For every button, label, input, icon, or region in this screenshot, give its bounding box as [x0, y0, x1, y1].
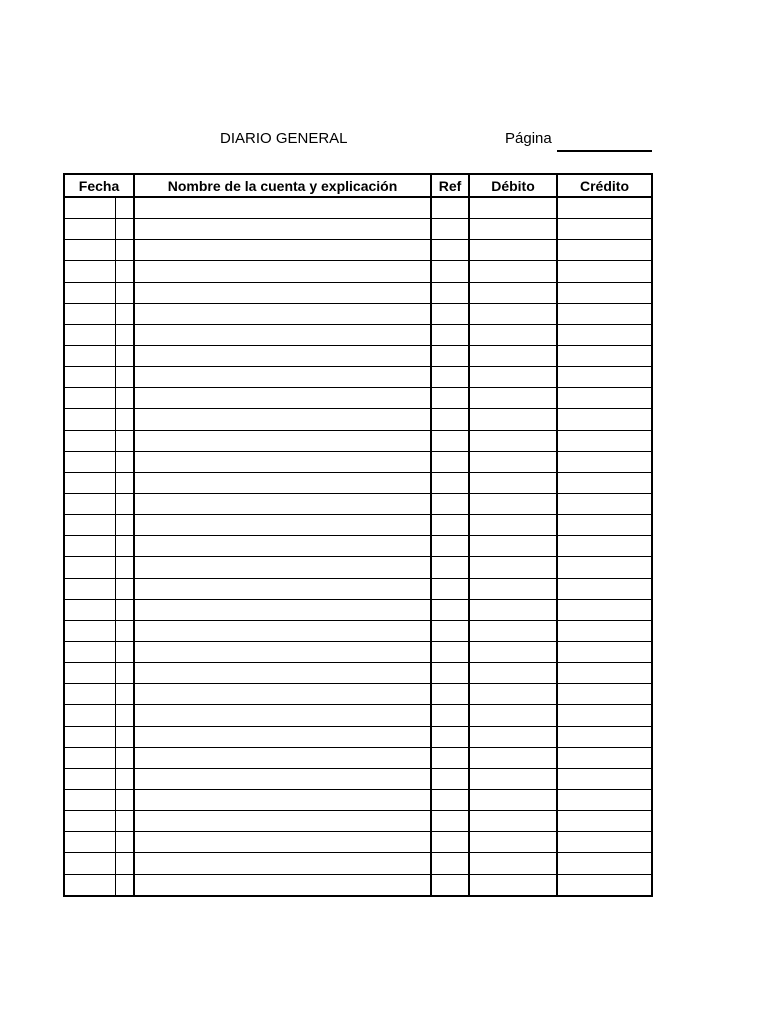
cell-ref[interactable] [431, 303, 469, 324]
cell-credit[interactable] [557, 240, 652, 261]
cell-ref[interactable] [431, 641, 469, 662]
cell-debit[interactable] [469, 663, 557, 684]
cell-date-day[interactable] [115, 345, 134, 366]
cell-ref[interactable] [431, 663, 469, 684]
cell-credit[interactable] [557, 832, 652, 853]
cell-credit[interactable] [557, 726, 652, 747]
cell-account-name[interactable] [134, 663, 431, 684]
cell-date-day[interactable] [115, 832, 134, 853]
cell-date-month[interactable] [64, 811, 115, 832]
cell-account-name[interactable] [134, 345, 431, 366]
journal-row [64, 261, 652, 282]
cell-ref[interactable] [431, 599, 469, 620]
cell-date-day[interactable] [115, 197, 134, 219]
cell-account-name[interactable] [134, 557, 431, 578]
cell-account-name[interactable] [134, 219, 431, 240]
cell-debit[interactable] [469, 832, 557, 853]
cell-date-month[interactable] [64, 768, 115, 789]
cell-ref[interactable] [431, 684, 469, 705]
cell-date-month[interactable] [64, 388, 115, 409]
cell-ref[interactable] [431, 620, 469, 641]
journal-row [64, 367, 652, 388]
cell-date-month[interactable] [64, 282, 115, 303]
cell-date-month[interactable] [64, 472, 115, 493]
journal-row [64, 409, 652, 430]
cell-date-month[interactable] [64, 219, 115, 240]
cell-ref[interactable] [431, 578, 469, 599]
cell-date-month[interactable] [64, 430, 115, 451]
journal-row [64, 832, 652, 853]
journal-row [64, 303, 652, 324]
cell-credit[interactable] [557, 768, 652, 789]
cell-date-month[interactable] [64, 747, 115, 768]
cell-credit[interactable] [557, 303, 652, 324]
cell-credit[interactable] [557, 367, 652, 388]
cell-date-day[interactable] [115, 578, 134, 599]
cell-debit[interactable] [469, 515, 557, 536]
cell-account-name[interactable] [134, 197, 431, 219]
cell-ref[interactable] [431, 367, 469, 388]
cell-ref[interactable] [431, 557, 469, 578]
journal-row [64, 451, 652, 472]
cell-date-month[interactable] [64, 874, 115, 896]
journal-table [63, 173, 653, 897]
cell-account-name[interactable] [134, 599, 431, 620]
cell-date-day[interactable] [115, 409, 134, 430]
cell-date-month[interactable] [64, 367, 115, 388]
journal-row [64, 324, 652, 345]
cell-date-month[interactable] [64, 536, 115, 557]
cell-date-day[interactable] [115, 557, 134, 578]
cell-date-month[interactable] [64, 641, 115, 662]
cell-account-name[interactable] [134, 874, 431, 896]
journal-row [64, 641, 652, 662]
cell-date-month[interactable] [64, 705, 115, 726]
cell-date-month[interactable] [64, 515, 115, 536]
cell-date-month[interactable] [64, 261, 115, 282]
cell-credit[interactable] [557, 282, 652, 303]
cell-account-name[interactable] [134, 303, 431, 324]
cell-account-name[interactable] [134, 726, 431, 747]
cell-ref[interactable] [431, 811, 469, 832]
page-number-label: Página [505, 130, 552, 147]
cell-date-day[interactable] [115, 515, 134, 536]
cell-date-day[interactable] [115, 663, 134, 684]
cell-debit[interactable] [469, 705, 557, 726]
journal-row [64, 811, 652, 832]
cell-debit[interactable] [469, 197, 557, 219]
cell-credit[interactable] [557, 430, 652, 451]
cell-debit[interactable] [469, 853, 557, 874]
cell-debit[interactable] [469, 282, 557, 303]
cell-date-day[interactable] [115, 430, 134, 451]
cell-credit[interactable] [557, 197, 652, 219]
cell-date-day[interactable] [115, 768, 134, 789]
cell-account-name[interactable] [134, 832, 431, 853]
cell-date-day[interactable] [115, 726, 134, 747]
cell-date-day[interactable] [115, 747, 134, 768]
cell-debit[interactable] [469, 388, 557, 409]
column-header-debit: Débito [469, 174, 557, 197]
cell-debit[interactable] [469, 493, 557, 514]
cell-ref[interactable] [431, 515, 469, 536]
cell-credit[interactable] [557, 684, 652, 705]
cell-debit[interactable] [469, 240, 557, 261]
cell-date-day[interactable] [115, 451, 134, 472]
cell-debit[interactable] [469, 874, 557, 896]
cell-debit[interactable] [469, 303, 557, 324]
cell-ref[interactable] [431, 219, 469, 240]
journal-row [64, 345, 652, 366]
cell-date-day[interactable] [115, 874, 134, 896]
journal-header-row [64, 174, 652, 197]
cell-account-name[interactable] [134, 768, 431, 789]
cell-account-name[interactable] [134, 684, 431, 705]
cell-debit[interactable] [469, 219, 557, 240]
cell-date-month[interactable] [64, 324, 115, 345]
cell-account-name[interactable] [134, 430, 431, 451]
cell-ref[interactable] [431, 832, 469, 853]
cell-date-day[interactable] [115, 324, 134, 345]
cell-debit[interactable] [469, 430, 557, 451]
document-title: DIARIO GENERAL [220, 130, 348, 147]
cell-account-name[interactable] [134, 451, 431, 472]
cell-debit[interactable] [469, 472, 557, 493]
cell-date-day[interactable] [115, 684, 134, 705]
journal-body [64, 197, 652, 896]
cell-date-day[interactable] [115, 536, 134, 557]
journal-row [64, 240, 652, 261]
cell-credit[interactable] [557, 789, 652, 810]
journal-row [64, 789, 652, 810]
cell-debit[interactable] [469, 641, 557, 662]
journal-row [64, 768, 652, 789]
cell-account-name[interactable] [134, 747, 431, 768]
cell-date-month[interactable] [64, 345, 115, 366]
cell-debit[interactable] [469, 747, 557, 768]
journal-row [64, 472, 652, 493]
cell-date-day[interactable] [115, 282, 134, 303]
journal-row [64, 599, 652, 620]
column-header-ref: Ref [431, 174, 469, 197]
cell-date-day[interactable] [115, 472, 134, 493]
cell-ref[interactable] [431, 705, 469, 726]
cell-debit[interactable] [469, 536, 557, 557]
journal-row [64, 705, 652, 726]
cell-debit[interactable] [469, 345, 557, 366]
cell-date-day[interactable] [115, 789, 134, 810]
cell-debit[interactable] [469, 578, 557, 599]
cell-ref[interactable] [431, 324, 469, 345]
cell-date-month[interactable] [64, 663, 115, 684]
cell-account-name[interactable] [134, 261, 431, 282]
cell-account-name[interactable] [134, 282, 431, 303]
cell-date-day[interactable] [115, 303, 134, 324]
cell-ref[interactable] [431, 789, 469, 810]
cell-account-name[interactable] [134, 578, 431, 599]
journal-row [64, 853, 652, 874]
cell-credit[interactable] [557, 641, 652, 662]
cell-ref[interactable] [431, 472, 469, 493]
cell-account-name[interactable] [134, 240, 431, 261]
cell-credit[interactable] [557, 388, 652, 409]
cell-date-day[interactable] [115, 367, 134, 388]
journal-row [64, 515, 652, 536]
cell-credit[interactable] [557, 599, 652, 620]
cell-credit[interactable] [557, 515, 652, 536]
cell-credit[interactable] [557, 324, 652, 345]
cell-account-name[interactable] [134, 515, 431, 536]
cell-ref[interactable] [431, 197, 469, 219]
cell-credit[interactable] [557, 261, 652, 282]
journal-row [64, 388, 652, 409]
cell-account-name[interactable] [134, 705, 431, 726]
cell-account-name[interactable] [134, 641, 431, 662]
cell-date-day[interactable] [115, 620, 134, 641]
page-number-blank-line [557, 150, 652, 152]
cell-credit[interactable] [557, 874, 652, 896]
cell-debit[interactable] [469, 789, 557, 810]
cell-ref[interactable] [431, 726, 469, 747]
cell-date-month[interactable] [64, 726, 115, 747]
cell-date-month[interactable] [64, 853, 115, 874]
cell-account-name[interactable] [134, 620, 431, 641]
cell-date-day[interactable] [115, 388, 134, 409]
cell-debit[interactable] [469, 409, 557, 430]
cell-account-name[interactable] [134, 811, 431, 832]
cell-date-month[interactable] [64, 409, 115, 430]
cell-credit[interactable] [557, 493, 652, 514]
column-header-account-name: Nombre de la cuenta y explicación [134, 174, 431, 197]
journal-row [64, 747, 652, 768]
cell-credit[interactable] [557, 747, 652, 768]
cell-date-month[interactable] [64, 620, 115, 641]
cell-debit[interactable] [469, 768, 557, 789]
cell-credit[interactable] [557, 705, 652, 726]
cell-date-day[interactable] [115, 599, 134, 620]
cell-account-name[interactable] [134, 388, 431, 409]
cell-date-month[interactable] [64, 493, 115, 514]
cell-account-name[interactable] [134, 367, 431, 388]
cell-date-month[interactable] [64, 578, 115, 599]
cell-ref[interactable] [431, 874, 469, 896]
journal-row [64, 557, 652, 578]
cell-debit[interactable] [469, 557, 557, 578]
journal-row [64, 620, 652, 641]
cell-date-day[interactable] [115, 240, 134, 261]
cell-ref[interactable] [431, 768, 469, 789]
cell-date-day[interactable] [115, 705, 134, 726]
cell-date-month[interactable] [64, 240, 115, 261]
cell-date-month[interactable] [64, 789, 115, 810]
cell-debit[interactable] [469, 324, 557, 345]
cell-debit[interactable] [469, 261, 557, 282]
cell-ref[interactable] [431, 747, 469, 768]
cell-ref[interactable] [431, 409, 469, 430]
cell-credit[interactable] [557, 345, 652, 366]
cell-debit[interactable] [469, 684, 557, 705]
cell-date-day[interactable] [115, 219, 134, 240]
cell-ref[interactable] [431, 240, 469, 261]
cell-credit[interactable] [557, 620, 652, 641]
cell-debit[interactable] [469, 726, 557, 747]
cell-credit[interactable] [557, 853, 652, 874]
cell-ref[interactable] [431, 282, 469, 303]
cell-debit[interactable] [469, 620, 557, 641]
cell-date-month[interactable] [64, 684, 115, 705]
cell-ref[interactable] [431, 430, 469, 451]
journal-row [64, 874, 652, 896]
cell-ref[interactable] [431, 451, 469, 472]
journal-row [64, 726, 652, 747]
journal-row [64, 282, 652, 303]
cell-account-name[interactable] [134, 853, 431, 874]
cell-date-month[interactable] [64, 557, 115, 578]
cell-date-month[interactable] [64, 303, 115, 324]
cell-credit[interactable] [557, 557, 652, 578]
cell-debit[interactable] [469, 451, 557, 472]
cell-account-name[interactable] [134, 324, 431, 345]
cell-account-name[interactable] [134, 789, 431, 810]
cell-ref[interactable] [431, 493, 469, 514]
cell-ref[interactable] [431, 853, 469, 874]
cell-ref[interactable] [431, 388, 469, 409]
cell-date-day[interactable] [115, 853, 134, 874]
cell-date-month[interactable] [64, 451, 115, 472]
column-header-date: Fecha [64, 174, 134, 197]
column-header-credit: Crédito [557, 174, 652, 197]
cell-date-day[interactable] [115, 493, 134, 514]
cell-date-month[interactable] [64, 832, 115, 853]
cell-ref[interactable] [431, 536, 469, 557]
cell-debit[interactable] [469, 599, 557, 620]
cell-ref[interactable] [431, 261, 469, 282]
cell-credit[interactable] [557, 219, 652, 240]
cell-ref[interactable] [431, 345, 469, 366]
cell-date-month[interactable] [64, 197, 115, 219]
cell-account-name[interactable] [134, 472, 431, 493]
journal-row [64, 197, 652, 219]
cell-date-day[interactable] [115, 811, 134, 832]
cell-debit[interactable] [469, 367, 557, 388]
journal-row [64, 684, 652, 705]
cell-date-month[interactable] [64, 599, 115, 620]
journal-row [64, 663, 652, 684]
cell-credit[interactable] [557, 663, 652, 684]
cell-account-name[interactable] [134, 409, 431, 430]
cell-account-name[interactable] [134, 493, 431, 514]
journal-row [64, 578, 652, 599]
cell-debit[interactable] [469, 811, 557, 832]
cell-date-day[interactable] [115, 641, 134, 662]
cell-credit[interactable] [557, 536, 652, 557]
cell-date-day[interactable] [115, 261, 134, 282]
journal-row [64, 430, 652, 451]
cell-credit[interactable] [557, 578, 652, 599]
cell-credit[interactable] [557, 811, 652, 832]
cell-credit[interactable] [557, 472, 652, 493]
cell-credit[interactable] [557, 409, 652, 430]
journal-row [64, 536, 652, 557]
cell-account-name[interactable] [134, 536, 431, 557]
journal-row [64, 219, 652, 240]
journal-row [64, 493, 652, 514]
cell-credit[interactable] [557, 451, 652, 472]
